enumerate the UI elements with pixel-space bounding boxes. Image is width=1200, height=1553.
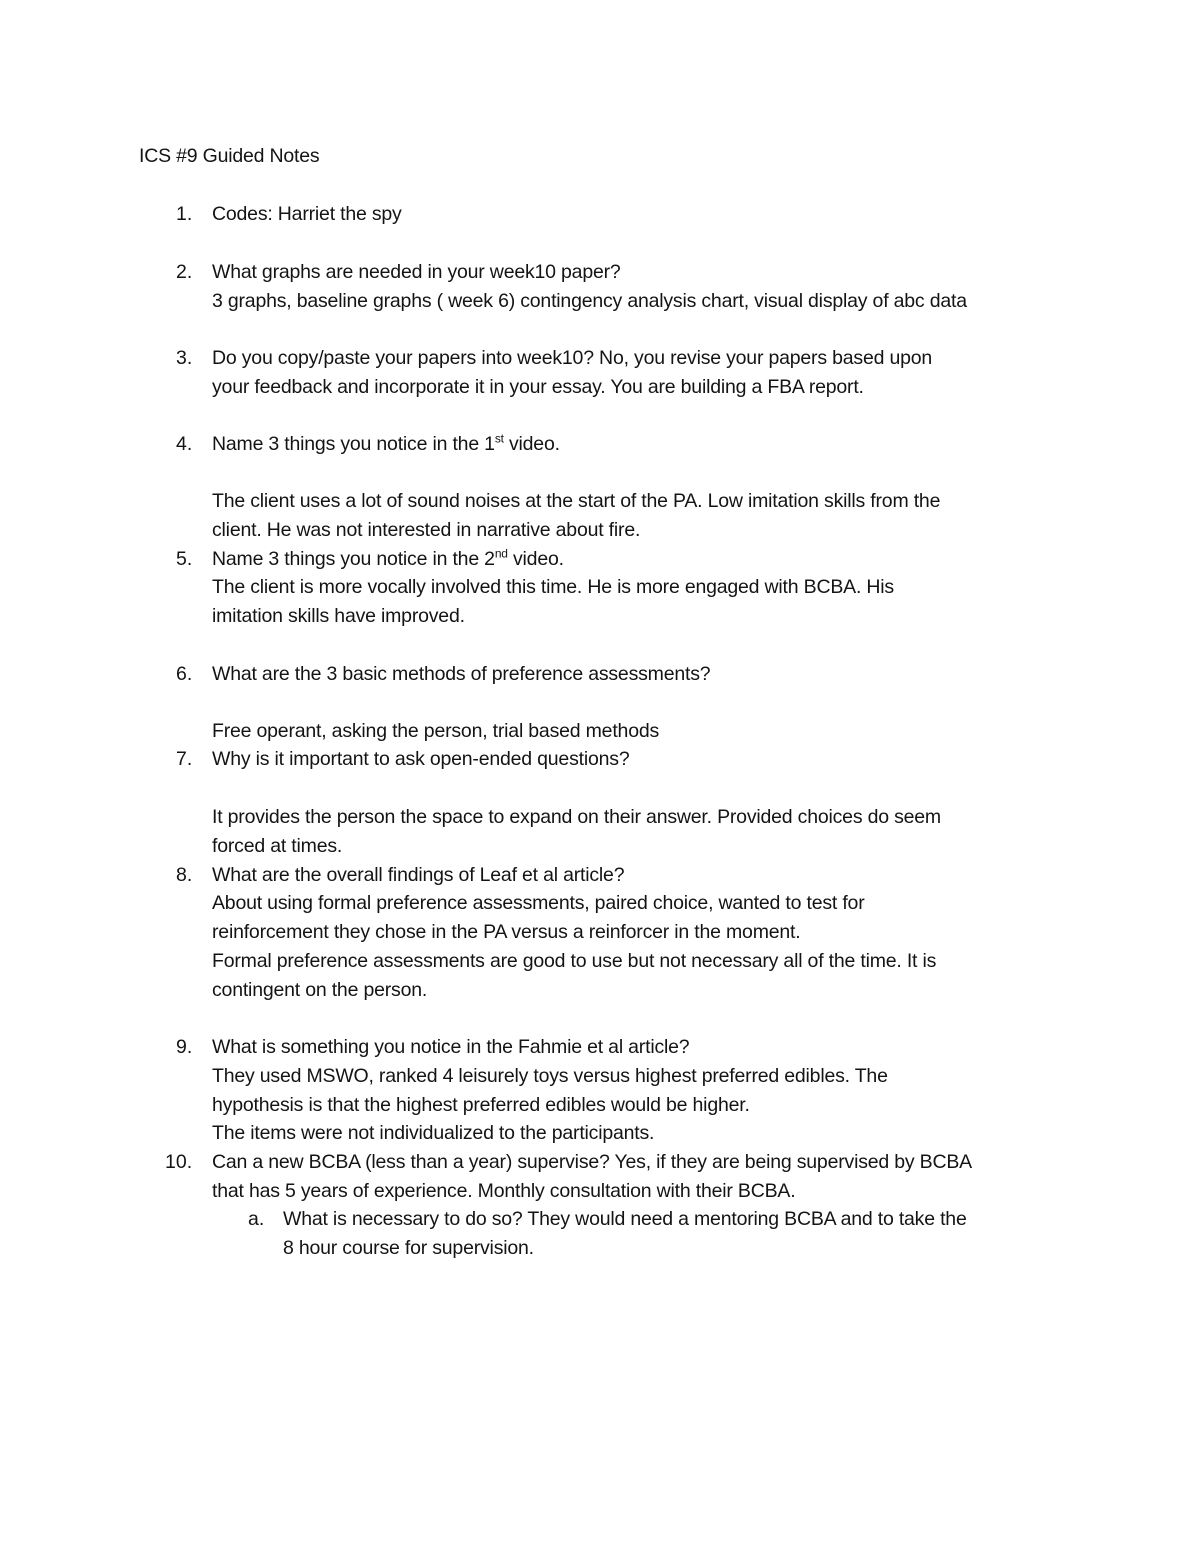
item-5-question: Name 3 things you notice in the 2nd video. xyxy=(212,546,564,570)
item-9-answer-line-3: The items were not individualized to the participants. xyxy=(212,1122,655,1144)
item-number-8: 8. xyxy=(176,864,193,886)
item-number-2: 2. xyxy=(176,261,193,283)
subitem-a-line-2: 8 hour course for supervision. xyxy=(283,1237,534,1259)
item-7-answer-line-1: It provides the person the space to expand on their answer. Provided choices do seem xyxy=(212,806,941,828)
item-8-answer-line-1: About using formal preference assessments, paired choice, wanted to test for xyxy=(212,892,865,914)
subitem-a-line-1: What is necessary to do so? They would need a mentoring BCBA and to take the xyxy=(283,1208,967,1230)
item-4-answer-line-2: client. He was not interested in narrative about fire. xyxy=(212,519,641,541)
item-4-question: Name 3 things you notice in the 1st video. xyxy=(212,431,560,455)
subitem-letter-a: a. xyxy=(248,1208,265,1230)
item-7-answer-line-2: forced at times. xyxy=(212,835,343,857)
item-6-answer: Free operant, asking the person, trial based methods xyxy=(212,720,660,742)
item-number-3: 3. xyxy=(176,347,193,369)
item-8-question: What are the overall findings of Leaf et al article? xyxy=(212,864,625,886)
item-9-answer-line-2: hypothesis is that the highest preferred edibles would be higher. xyxy=(212,1094,750,1116)
item-10-line-1: Can a new BCBA (less than a year) supervise? Yes, if they are being supervised by BCBA xyxy=(212,1151,972,1173)
item-number-9: 9. xyxy=(176,1036,193,1058)
item-1-line-1: Codes: Harriet the spy xyxy=(212,203,402,225)
item-8-answer-line-3: Formal preference assessments are good to use but not necessary all of the time. It is xyxy=(212,950,937,972)
item-number-10: 10. xyxy=(165,1151,193,1173)
item-number-4: 4. xyxy=(176,433,193,455)
item-number-6: 6. xyxy=(176,663,193,685)
item-9-question: What is something you notice in the Fahmie et al article? xyxy=(212,1036,690,1058)
item-8-answer-line-4: contingent on the person. xyxy=(212,979,428,1001)
item-5-answer-line-2: imitation skills have improved. xyxy=(212,605,465,627)
item-number-7: 7. xyxy=(176,748,193,770)
item-4-answer-line-1: The client uses a lot of sound noises at the start of the PA. Low imitation skills from the xyxy=(212,490,941,512)
item-5-answer-line-1: The client is more vocally involved this time. He is more engaged with BCBA. His xyxy=(212,576,894,598)
item-6-question: What are the 3 basic methods of preference assessments? xyxy=(212,663,711,685)
document-title: ICS #9 Guided Notes xyxy=(139,145,320,167)
item-7-question: Why is it important to ask open-ended questions? xyxy=(212,748,630,770)
item-2-answer: 3 graphs, baseline graphs ( week 6) contingency analysis chart, visual display of abc data xyxy=(212,290,967,312)
item-10-line-2: that has 5 years of experience. Monthly consultation with their BCBA. xyxy=(212,1180,796,1202)
item-2-question: What graphs are needed in your week10 paper? xyxy=(212,261,621,283)
item-9-answer-line-1: They used MSWO, ranked 4 leisurely toys versus highest preferred edibles. The xyxy=(212,1065,888,1087)
item-number-1: 1. xyxy=(176,203,193,225)
item-number-5: 5. xyxy=(176,548,193,570)
item-3-line-1: Do you copy/paste your papers into week10? No, you revise your papers based upon xyxy=(212,347,933,369)
item-3-line-2: your feedback and incorporate it in your essay. You are building a FBA report. xyxy=(212,376,864,398)
item-8-answer-line-2: reinforcement they chose in the PA versus a reinforcer in the moment. xyxy=(212,921,801,943)
